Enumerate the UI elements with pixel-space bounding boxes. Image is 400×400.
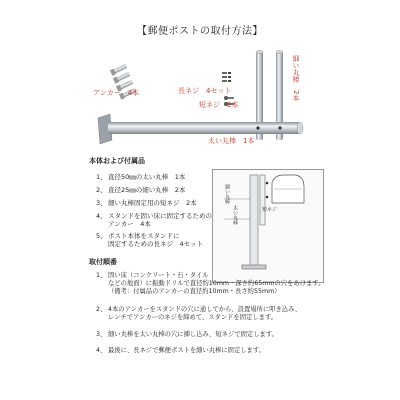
procedure-step: 4、 最後に、長ネジで郵便ポストを細い丸棒に固定します。: [96, 347, 265, 354]
thick-pipe-label: 太い丸棒 1本: [208, 137, 255, 145]
accessory-item: アンカー 4本: [108, 220, 151, 228]
accessory-item: 2、直径25㎜の細い丸棒 2本: [96, 186, 186, 194]
short-screw-label: 短ネジ 2本: [199, 101, 239, 109]
accessory-item: 3、細い丸棒固定用の短ネジ 2本: [96, 199, 197, 207]
thin-pipe-label: 細い丸棒 2本: [292, 55, 300, 102]
diagram-thin-pipe-label: 細い丸棒: [224, 184, 230, 204]
procedure-step: 3、 細い丸棒を太い丸棒の穴に挿し込み、短ネジで固定します。: [96, 331, 278, 338]
accessories-heading: 本体および付属品: [89, 157, 145, 165]
procedure-heading: 取付順番: [89, 258, 117, 266]
accessory-item: 固定するための長ネジ 4セット: [108, 240, 204, 248]
diagram-thick-pipe-label: 太い丸棒: [232, 205, 238, 225]
procedure-step: 2、 4本のアンカーをスタンドの穴に通してから、設置場所に叩き込み、 レンチでアンカーのネジを締めて、スタンドを固定します。: [96, 306, 302, 321]
procedure-step: 1、 固い床（コンクリート・石・タイル などの地面）に振動ドリルで直径約10mm・深さ約65mmの穴をあけます。 （備考：付属品のアンカーの直径約10mm・長さ約55mm）: [96, 272, 325, 295]
long-screw-label: 長ネジ 4セット: [178, 87, 232, 95]
diagram-short-screw-label: 短ネジ: [262, 207, 278, 213]
accessory-item: 1、直径50㎜の太い丸棒 1本: [96, 173, 186, 181]
page-title: 【郵便ポストの取付方法】: [137, 26, 263, 37]
thick-pipe: [98, 114, 303, 144]
accessory-item: 4、スタンドを固い床に固定するための: [96, 212, 212, 220]
accessory-item: 5、ポスト本体をスタンドに: [96, 232, 180, 240]
parts-illustration: [0, 0, 400, 160]
anchor-label: アンカー 4本: [93, 89, 140, 97]
long-screws: [222, 72, 231, 82]
